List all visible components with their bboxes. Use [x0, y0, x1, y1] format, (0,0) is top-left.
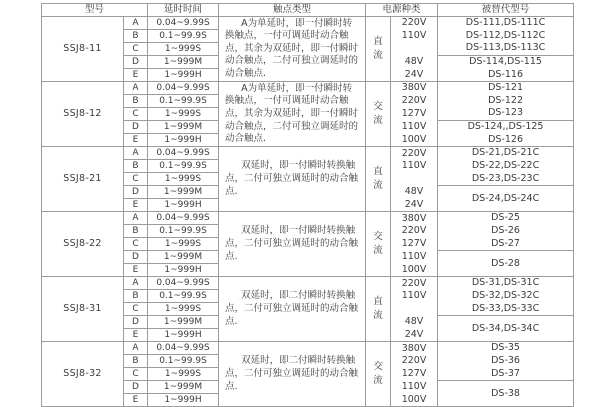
delay-range-cell: 0.04~9.99S: [148, 277, 219, 290]
power-kind-label: 直流: [373, 166, 383, 192]
delay-range-cell: 1~999S: [148, 108, 219, 121]
delay-range-cell: 1~999M: [148, 316, 219, 329]
voltage-cell: 220V: [391, 225, 438, 238]
header-row: [42, 4, 574, 17]
delay-range-cell: 0.1~99.9S: [148, 225, 219, 238]
replaced-models-cell: [438, 186, 574, 212]
voltage-cell: 100V: [391, 134, 438, 147]
grade-cell: C: [124, 238, 148, 251]
power-kind-cell: [366, 17, 391, 82]
voltage-cell: 24V: [391, 329, 438, 342]
delay-range-cell: 1~999M: [148, 186, 219, 199]
voltage-cell: 110V: [391, 251, 438, 264]
contact-type-cell: A为单延时，即一付瞬时转换触点，一付可调延时动合触点，其余为双延时，即一付瞬时动合触点，二付可独立调延时的动合触点.: [219, 82, 366, 147]
delay-range-cell: 0.04~9.99S: [148, 17, 219, 30]
delay-range-cell: 1~999M: [148, 56, 219, 69]
power-kind-label: 直流: [373, 296, 383, 322]
table-row: [42, 212, 574, 225]
replaced-model: DS-38: [491, 387, 520, 399]
replaced-model: DS-24,DS-24C: [471, 192, 540, 204]
grade-cell: E: [124, 329, 148, 342]
replaced-model: DS-123: [488, 107, 523, 119]
replaced-model: DS-111,DS-111C: [465, 17, 546, 29]
voltage-cell: 220V: [391, 147, 438, 160]
delay-range-cell: 1~999H: [148, 264, 219, 277]
replaced-model: DS-34,DS-34C: [471, 322, 540, 334]
delay-range-cell: 1~999H: [148, 329, 219, 342]
replaced-models-cell: [438, 316, 574, 342]
voltage-cell: 220V: [391, 277, 438, 290]
power-kind-cell: [366, 277, 391, 342]
voltage-cell: 127V: [391, 108, 438, 121]
voltage-cell: 110V: [391, 160, 438, 173]
replaced-model: DS-116: [488, 68, 523, 80]
grade-cell: E: [124, 69, 148, 82]
grade-cell: B: [124, 95, 148, 108]
replaced-model: DS-124,,DS-125: [467, 121, 544, 133]
voltage-cell: 48V: [391, 56, 438, 69]
power-kind-cell: [366, 147, 391, 212]
delay-range-cell: 1~999M: [148, 381, 219, 394]
delay-range-cell: 0.04~9.99S: [148, 342, 219, 355]
replaced-model: DS-22,DS-22C: [471, 160, 540, 172]
delay-range-cell: 1~999S: [148, 368, 219, 381]
replaced-model: DS-36: [491, 355, 520, 367]
replaced-model: DS-25: [491, 212, 520, 224]
grade-cell: E: [124, 134, 148, 147]
header-power-kind: 电源种类: [366, 4, 438, 17]
delay-range-cell: 1~999M: [148, 121, 219, 134]
delay-range-cell: 1~999S: [148, 173, 219, 186]
replaced-model: DS-33,DS-33C: [471, 302, 540, 314]
replaced-models-cell: [438, 82, 574, 121]
model-cell: SSJ8-22: [42, 212, 124, 277]
replaced-model: DS-32,DS-32C: [471, 290, 540, 302]
grade-cell: B: [124, 30, 148, 43]
grade-cell: C: [124, 368, 148, 381]
grade-cell: C: [124, 303, 148, 316]
grade-cell: D: [124, 381, 148, 394]
delay-range-cell: 0.1~99.9S: [148, 30, 219, 43]
contact-type-cell: 双延时，即一付瞬时转换触点，二付可独立调延时的动合触点.: [219, 212, 366, 277]
model-cell: SSJ8-11: [42, 17, 124, 82]
model-cell: SSJ8-21: [42, 147, 124, 212]
replaced-model: DS-21,DS-21C: [471, 147, 540, 159]
voltage-cell: 220V: [391, 355, 438, 368]
grade-cell: B: [124, 355, 148, 368]
voltage-cell: [391, 173, 438, 186]
grade-cell: C: [124, 43, 148, 56]
delay-range-cell: 0.04~9.99S: [148, 82, 219, 95]
power-kind-cell: [366, 342, 391, 407]
grade-cell: A: [124, 212, 148, 225]
grade-cell: D: [124, 56, 148, 69]
contact-type-cell: 双延时，即一付瞬时转换触点，二付可独立调延时的动合触点.: [219, 147, 366, 212]
power-kind-cell: [366, 212, 391, 277]
contact-type-cell: 双延时，即二付瞬时转换触点，二付可独立调延时的动合触点.: [219, 342, 366, 407]
replaced-model: DS-27: [491, 237, 520, 249]
voltage-cell: 220V: [391, 95, 438, 108]
table-row: [42, 82, 574, 95]
replaced-model: DS-126: [488, 133, 523, 145]
replaced-models-cell: [438, 277, 574, 316]
power-kind-label: 直流: [373, 36, 383, 62]
delay-range-cell: 1~999H: [148, 134, 219, 147]
replaced-model: DS-26: [491, 225, 520, 237]
grade-cell: D: [124, 316, 148, 329]
voltage-cell: 48V: [391, 186, 438, 199]
replaced-models-cell: [438, 121, 574, 147]
power-kind-label: 交流: [373, 101, 383, 127]
replaced-model: DS-28: [491, 257, 520, 269]
delay-range-cell: 0.1~99.9S: [148, 290, 219, 303]
delay-range-cell: 0.1~99.9S: [148, 95, 219, 108]
grade-cell: A: [124, 342, 148, 355]
voltage-cell: 110V: [391, 381, 438, 394]
replaced-model: DS-121: [488, 82, 523, 94]
voltage-cell: 24V: [391, 199, 438, 212]
replaced-model: DS-23,DS-23C: [471, 172, 540, 184]
grade-cell: E: [124, 199, 148, 212]
grade-cell: C: [124, 108, 148, 121]
grade-cell: A: [124, 82, 148, 95]
voltage-cell: 100V: [391, 394, 438, 407]
grade-cell: A: [124, 147, 148, 160]
grade-cell: D: [124, 186, 148, 199]
table-row: [42, 342, 574, 355]
model-cell: SSJ8-12: [42, 82, 124, 147]
contact-type-cell: A为单延时，即一付瞬时转换触点，一付可调延时动合触点，其余为双延时，即一付瞬时动合触点，二付可独立调延时的动合触点.: [219, 17, 366, 82]
grade-cell: D: [124, 251, 148, 264]
delay-range-cell: 0.04~9.99S: [148, 212, 219, 225]
grade-cell: B: [124, 225, 148, 238]
voltage-cell: 380V: [391, 212, 438, 225]
replaced-models-cell: [438, 342, 574, 381]
delay-range-cell: 1~999H: [148, 394, 219, 407]
grade-cell: A: [124, 277, 148, 290]
delay-range-cell: 1~999S: [148, 43, 219, 56]
voltage-cell: 380V: [391, 82, 438, 95]
delay-range-cell: 1~999H: [148, 199, 219, 212]
voltage-cell: [391, 303, 438, 316]
header-contact-type: 触点类型: [219, 4, 366, 17]
header-delay-time: 延时时间: [148, 4, 219, 17]
grade-cell: D: [124, 121, 148, 134]
voltage-cell: 24V: [391, 69, 438, 82]
voltage-cell: 48V: [391, 316, 438, 329]
voltage-cell: 127V: [391, 368, 438, 381]
power-kind-label: 交流: [373, 231, 383, 257]
delay-range-cell: 1~999S: [148, 303, 219, 316]
voltage-cell: 110V: [391, 290, 438, 303]
table-row: [42, 277, 574, 290]
delay-range-cell: 0.1~99.9S: [148, 355, 219, 368]
replaced-models-cell: [438, 251, 574, 277]
voltage-cell: 220V: [391, 17, 438, 30]
voltage-cell: 100V: [391, 264, 438, 277]
replaced-model: DS-113,DS-113C: [465, 42, 546, 54]
delay-range-cell: 1~999M: [148, 251, 219, 264]
power-kind-label: 交流: [373, 361, 383, 387]
grade-cell: E: [124, 394, 148, 407]
delay-range-cell: 1~999H: [148, 69, 219, 82]
replaced-model: DS-37: [491, 367, 520, 379]
voltage-cell: 110V: [391, 30, 438, 43]
grade-cell: B: [124, 290, 148, 303]
replaced-models-cell: [438, 17, 574, 56]
replaced-models-cell: [438, 381, 574, 407]
replaced-model: DS-31,DS-31C: [471, 277, 540, 289]
delay-range-cell: 0.1~99.9S: [148, 160, 219, 173]
replaced-model: DS-35: [491, 342, 520, 354]
replaced-models-cell: [438, 147, 574, 186]
replaced-models-cell: [438, 212, 574, 251]
delay-range-cell: 0.04~9.99S: [148, 147, 219, 160]
contact-type-cell: 双延时，即二付瞬时转换触点，二付可独立调延时的动合触点.: [219, 277, 366, 342]
grade-cell: E: [124, 264, 148, 277]
model-cell: SSJ8-32: [42, 342, 124, 407]
voltage-cell: 127V: [391, 238, 438, 251]
model-cell: SSJ8-31: [42, 277, 124, 342]
voltage-cell: [391, 43, 438, 56]
header-replaced-models: 被替代型号: [438, 4, 574, 17]
header-model: 型号: [42, 4, 148, 17]
replaced-model: DS-114,DS-115: [469, 56, 542, 67]
replaced-model: DS-112,DS-112C: [465, 29, 546, 41]
replaced-models-cell: [438, 56, 574, 82]
replaced-model: DS-122: [488, 94, 523, 106]
power-kind-cell: [366, 82, 391, 147]
grade-cell: B: [124, 160, 148, 173]
voltage-cell: 380V: [391, 342, 438, 355]
table-row: [42, 147, 574, 160]
table-row: [42, 17, 574, 30]
relay-spec-table: [41, 3, 574, 407]
grade-cell: C: [124, 173, 148, 186]
voltage-cell: 110V: [391, 121, 438, 134]
delay-range-cell: 1~999S: [148, 238, 219, 251]
grade-cell: A: [124, 17, 148, 30]
